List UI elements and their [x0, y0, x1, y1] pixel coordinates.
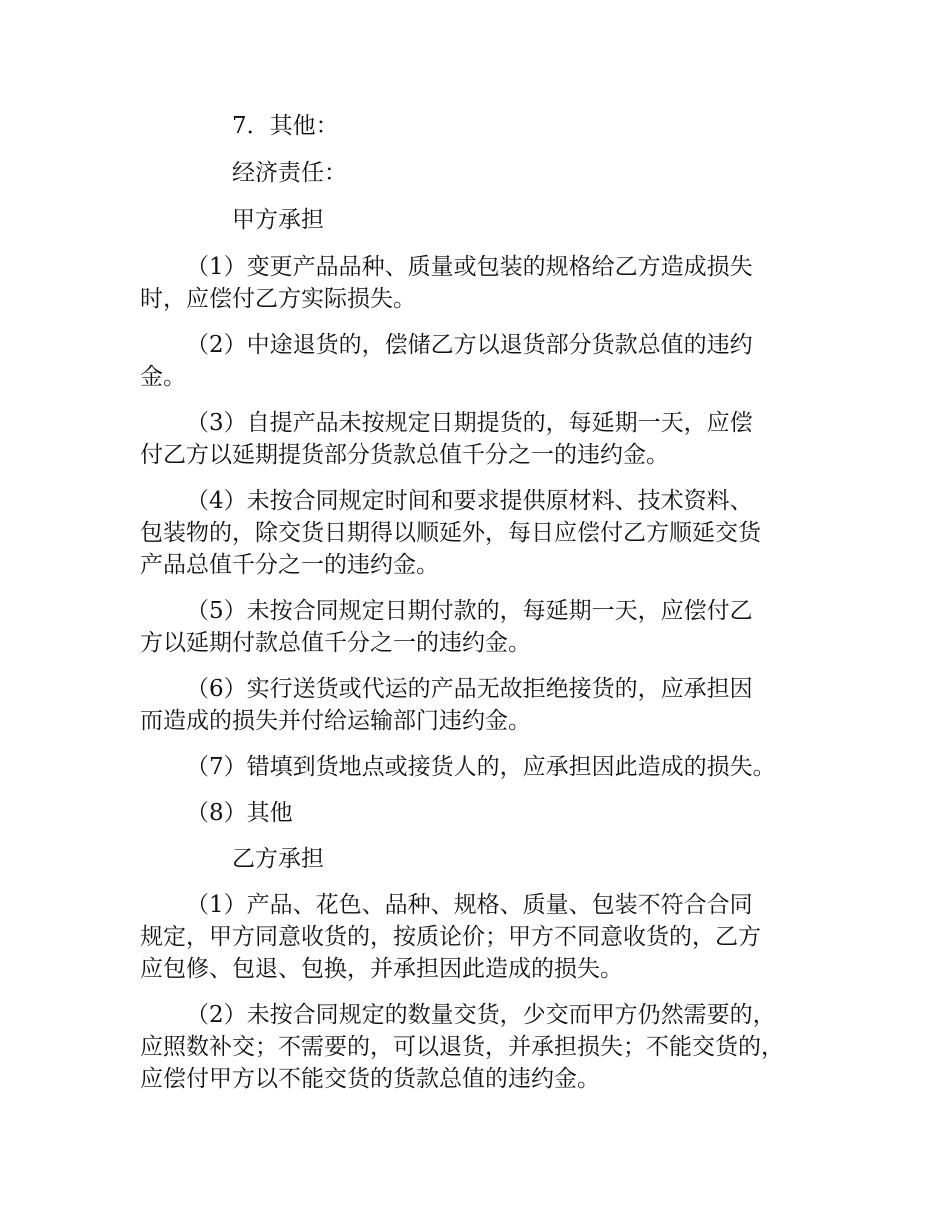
text-line: 应偿付甲方以不能交货的货款总值的违约金。 [140, 1066, 600, 1092]
text-line: 7．其他： [232, 113, 339, 139]
party-a-item-3 [140, 407, 830, 471]
party-a-item-8 [140, 797, 830, 829]
text-line: 经济责任： [232, 160, 347, 186]
text-line: （5）未按合同规定日期付款的，每延期一天，应偿付乙 [186, 598, 753, 624]
text-line: 应照数补交；不需要的，可以退货，并承担损失；不能交货的， [140, 1034, 784, 1060]
paragraph-economic-liability [140, 157, 830, 189]
party-a-item-1 [140, 251, 830, 315]
party-a-item-6 [140, 673, 830, 737]
document-body [140, 110, 830, 1095]
text-line: （2）中途退货的，偿储乙方以退货部分货款总值的违约 [186, 332, 753, 358]
party-a-item-2 [140, 329, 830, 393]
text-line: 应包修、包退、包换，并承担因此造成的损失。 [140, 956, 623, 982]
heading-party-a [140, 204, 830, 236]
party-a-item-4 [140, 485, 830, 581]
party-b-item-1 [140, 889, 830, 985]
text-line: 产品总值千分之一的违约金。 [140, 552, 439, 578]
text-line: 乙方承担 [232, 846, 324, 872]
heading-party-b [140, 843, 830, 875]
text-line: 包装物的，除交货日期得以顺延外，每日应偿付乙方顺延交货 [140, 520, 761, 546]
text-line: （4）未按合同规定时间和要求提供原材料、技术资料、 [186, 488, 753, 514]
party-a-item-7 [140, 751, 830, 783]
text-line: （1）变更产品品种、质量或包装的规格给乙方造成损失 [186, 254, 753, 280]
text-line: （1）产品、花色、品种、规格、质量、包装不符合合同 [186, 892, 753, 918]
text-line: 甲方承担 [232, 207, 324, 233]
text-line: （6）实行送货或代运的产品无故拒绝接货的，应承担因 [186, 676, 753, 702]
paragraph-section-7 [140, 110, 830, 142]
party-b-item-2 [140, 999, 830, 1095]
text-line: 方以延期付款总值千分之一的违约金。 [140, 630, 531, 656]
text-line: 而造成的损失并付给运输部门违约金。 [140, 708, 531, 734]
text-line: （8）其他 [186, 800, 293, 826]
text-line: 时，应偿付乙方实际损失。 [140, 286, 416, 312]
text-line: （2）未按合同规定的数量交货，少交而甲方仍然需要的， [186, 1002, 776, 1028]
text-line: 付乙方以延期提货部分货款总值千分之一的违约金。 [140, 442, 669, 468]
text-line: （7）错填到货地点或接货人的，应承担因此造成的损失。 [186, 754, 776, 780]
text-line: 规定，甲方同意收货的，按质论价；甲方不同意收货的，乙方 [140, 924, 761, 950]
text-line: （3）自提产品未按规定日期提货的，每延期一天，应偿 [186, 410, 753, 436]
text-line: 金。 [140, 364, 186, 390]
party-a-item-5 [140, 595, 830, 659]
